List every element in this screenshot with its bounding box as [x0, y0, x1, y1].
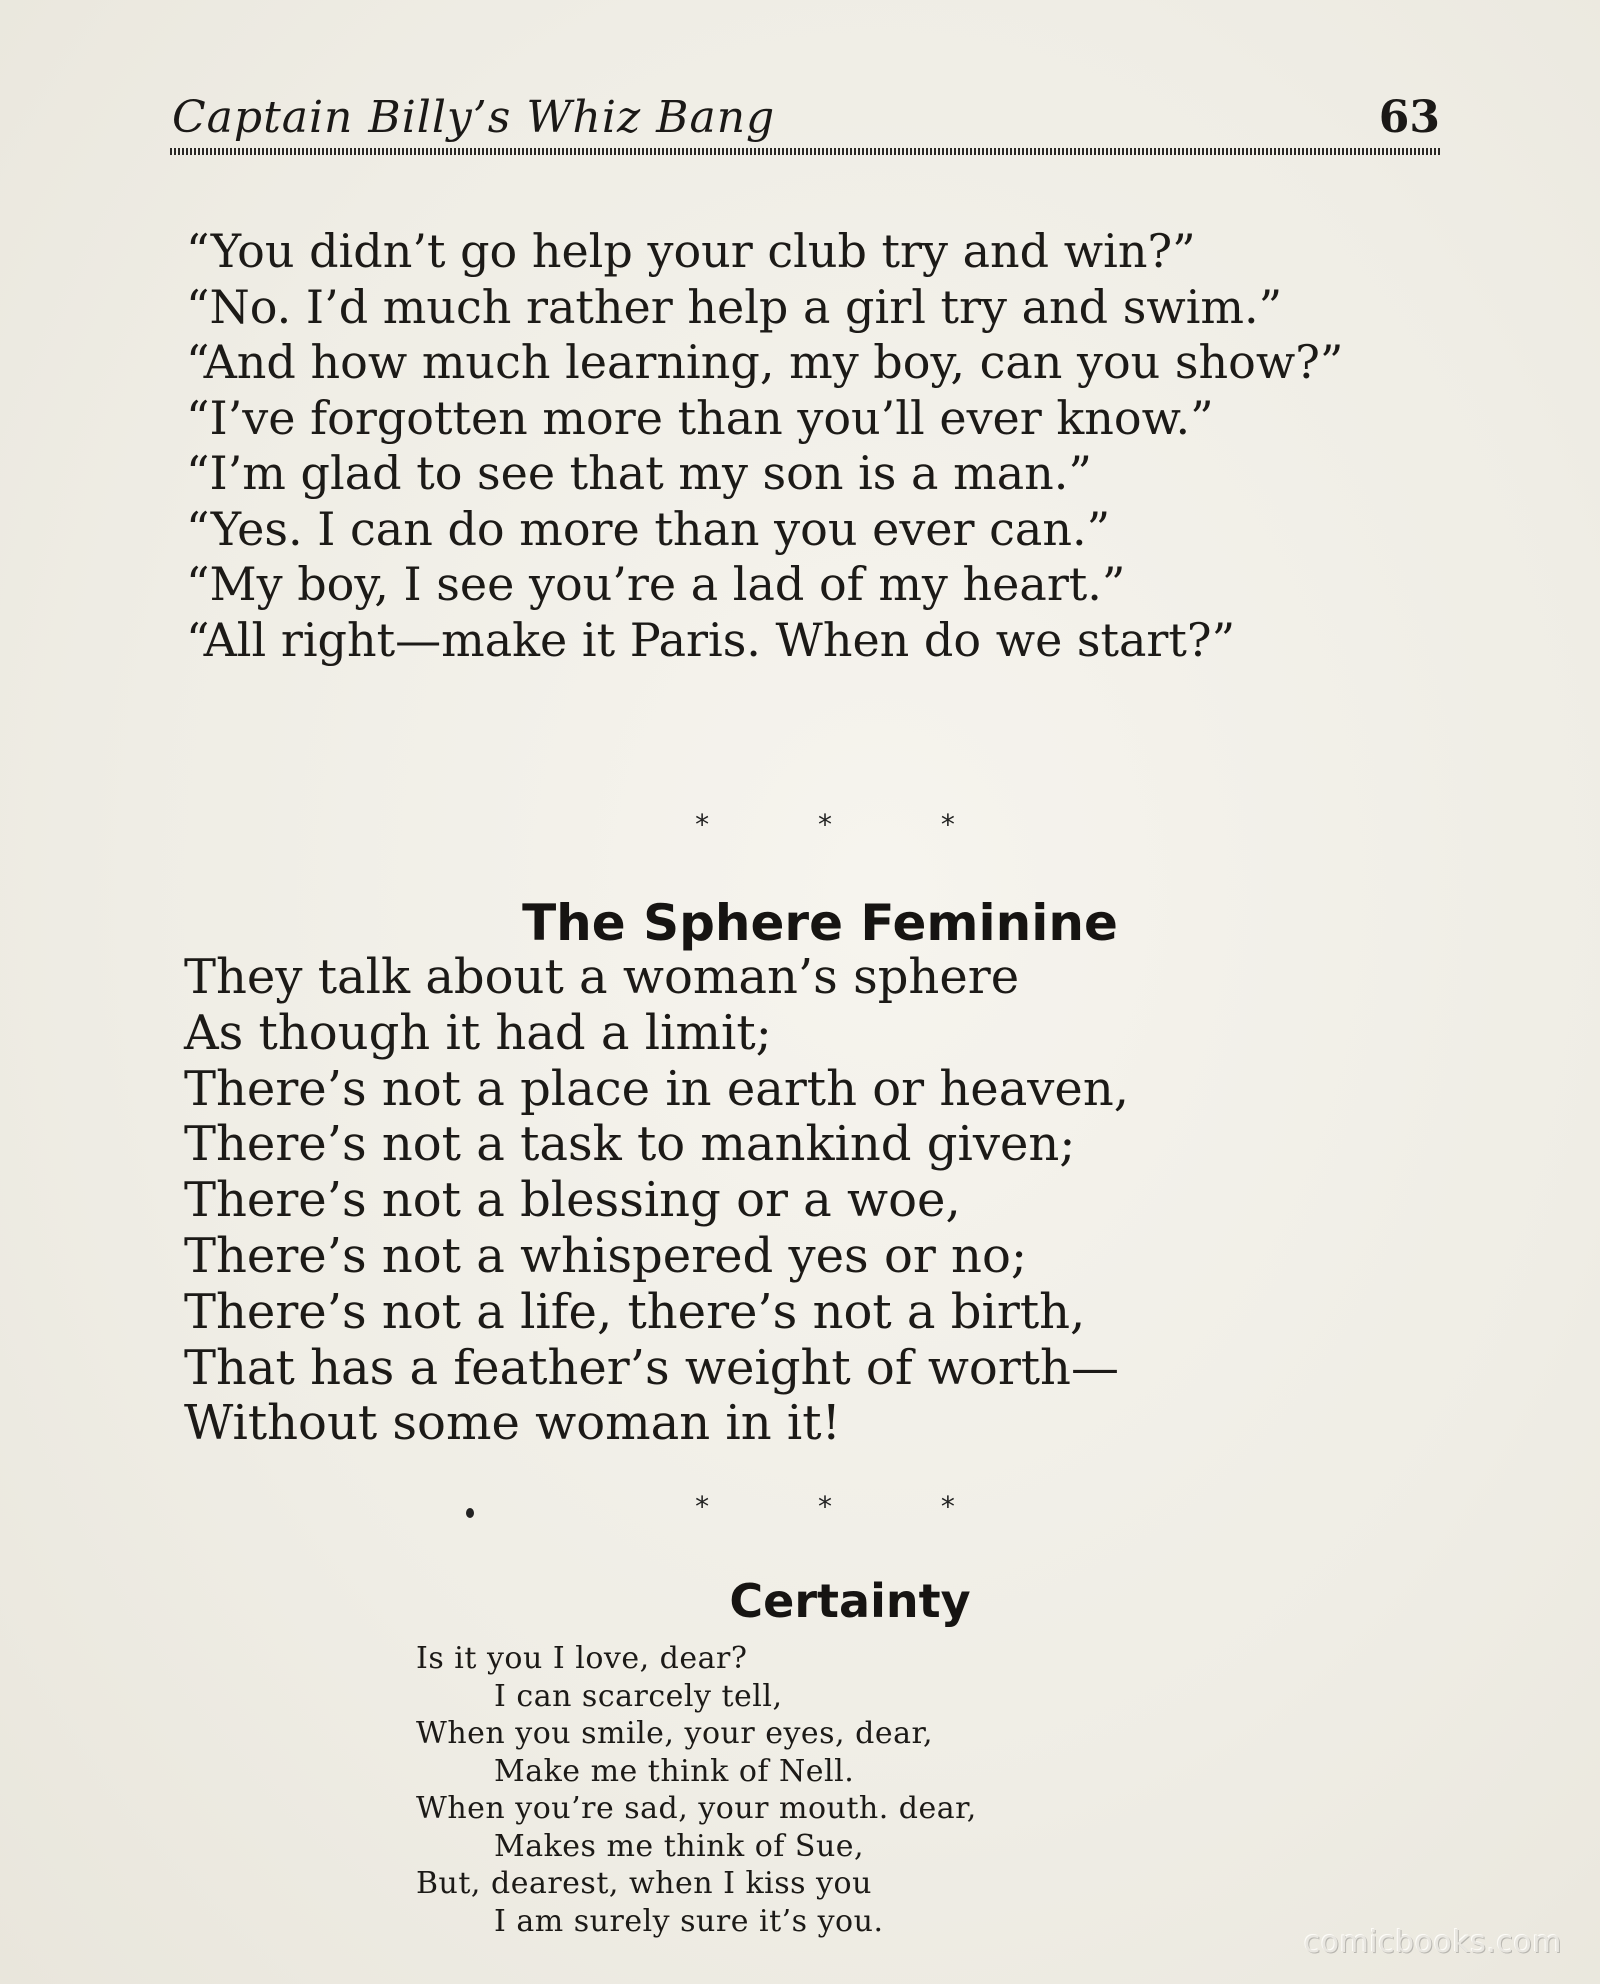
dialogue-poem [186, 224, 1446, 668]
poem-line: “No. I’d much rather help a girl try and swim.” [186, 279, 1283, 334]
poem-line: There’s not a whispered yes or no; [184, 1227, 1028, 1284]
certainty-poem [416, 1640, 977, 1940]
poem-line: Without some woman in it! [184, 1395, 841, 1452]
poem-line: I can scarcely tell, [494, 1678, 783, 1714]
poem-line: “And how much learning, my boy, can you show?” [186, 335, 1344, 389]
sphere-feminine-poem [184, 950, 1444, 1452]
poem-line: Is it you I love, dear? [416, 1641, 748, 1676]
certainty-title: Certainty [729, 1574, 971, 1628]
poem-line: There’s not a task to mankind given; [184, 1116, 1076, 1173]
poem-line: “Yes. I can do more than you ever can.” [186, 501, 1111, 556]
poem-line: “My boy, I see you’re a lad of my heart.” [186, 557, 1126, 611]
section-separator: * * * [695, 1490, 1005, 1523]
header-rule [170, 148, 1440, 155]
poem-line: “All right—make it Paris. When do we start?” [186, 612, 1236, 667]
poem-line: When you smile, your eyes, dear, [416, 1716, 934, 1751]
sphere-feminine-title: The Sphere Feminine [522, 894, 1118, 952]
poem-line: They talk about a woman’s sphere [184, 949, 1020, 1005]
poem-line: There’s not a life, there’s not a birth, [184, 1283, 1086, 1340]
site-watermark: comicbooks.com [1303, 1925, 1562, 1960]
poem-line: When you’re sad, your mouth. dear, [416, 1791, 977, 1826]
poem-line: But, dearest, when I kiss you [416, 1866, 872, 1901]
poem-line: I am surely sure it’s you. [494, 1903, 884, 1939]
poem-line: That has a feather’s weight of worth— [184, 1339, 1119, 1396]
poem-line: “You didn’t go help your club try and win?” [186, 224, 1196, 278]
poem-line: “I’m glad to see that my son is a man.” [186, 446, 1092, 500]
poem-line: “I’ve forgotten more than you’ll ever know.” [186, 390, 1214, 445]
running-title: Captain Billy’s Whiz Bang [172, 92, 776, 143]
page-number: 63 [1378, 92, 1440, 143]
poem-line: Makes me think of Sue, [494, 1828, 865, 1864]
poem-line: There’s not a place in earth or heaven, [184, 1060, 1129, 1117]
poem-line: There’s not a blessing or a woe, [184, 1172, 961, 1229]
poem-line: Make me think of Nell. [494, 1753, 855, 1789]
section-separator: * * * [695, 808, 1005, 841]
ink-speck [466, 1508, 474, 1518]
poem-line: As though it had a limit; [184, 1004, 772, 1061]
